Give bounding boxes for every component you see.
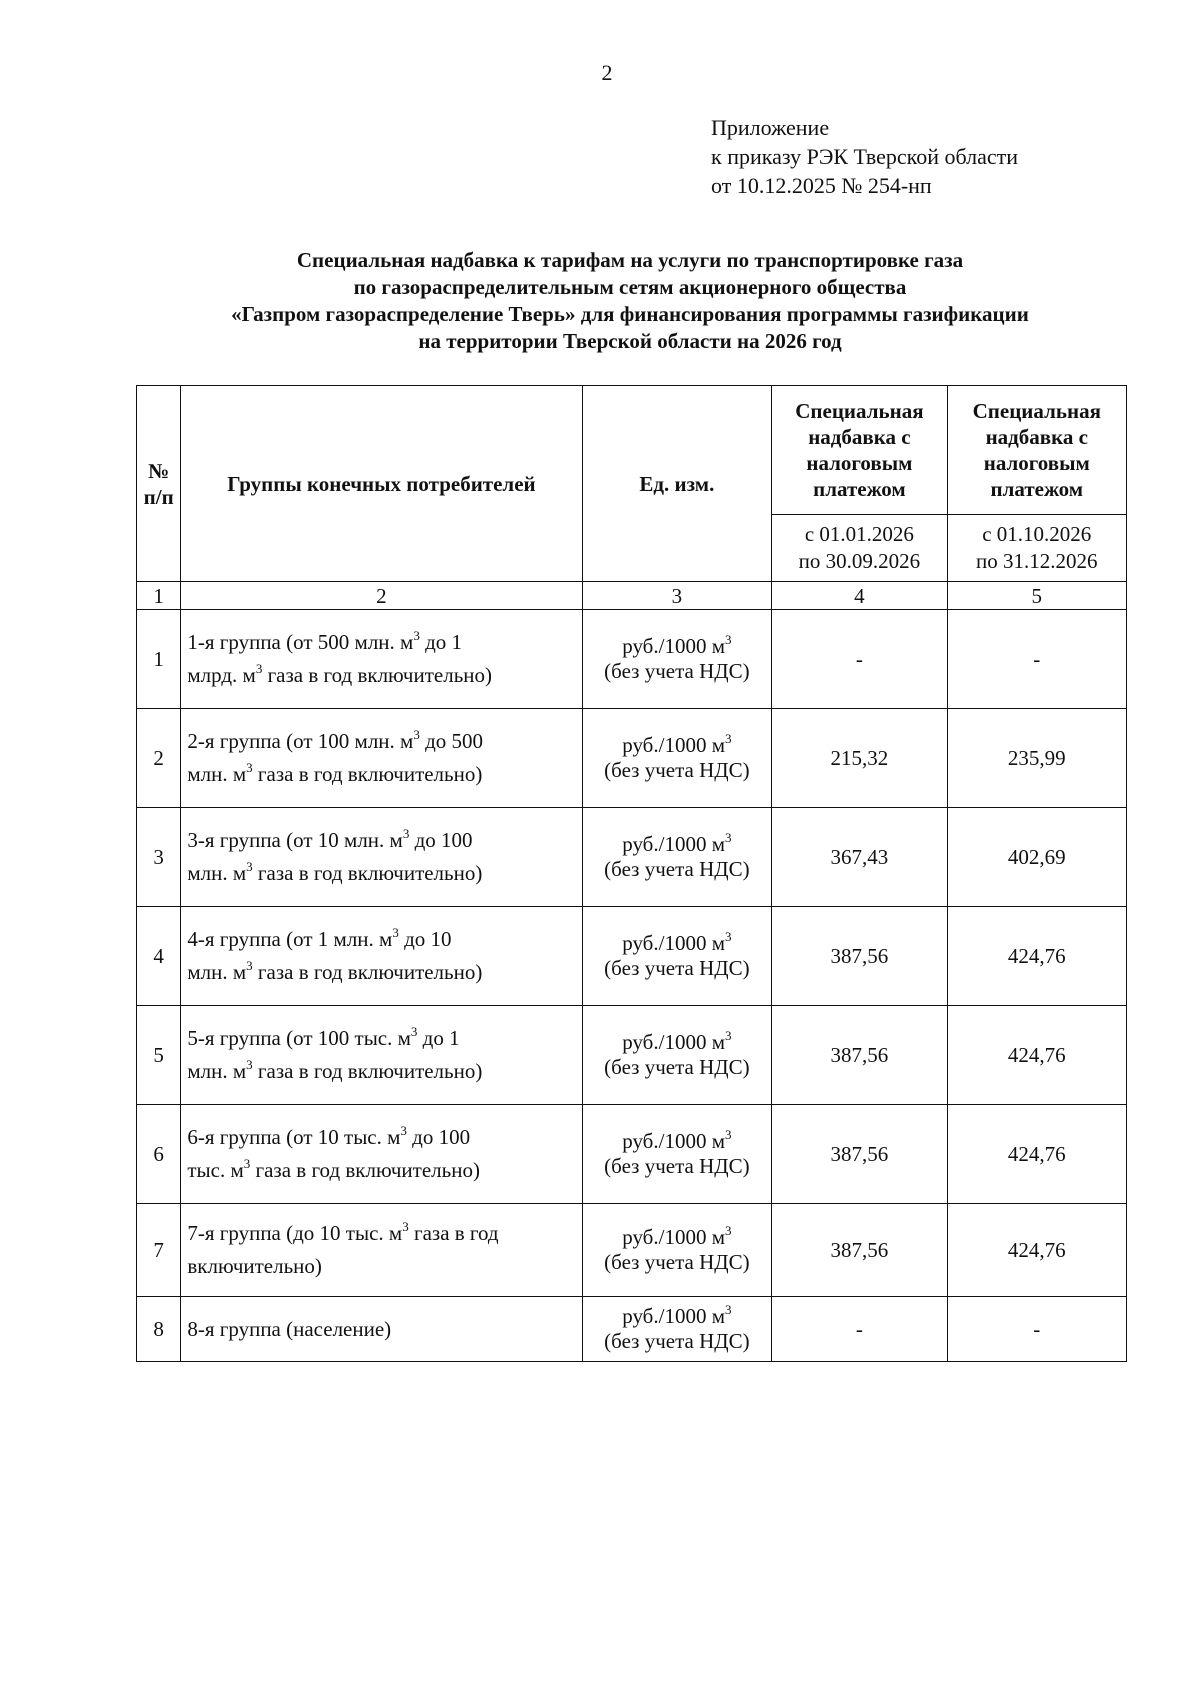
table-row xyxy=(137,1204,1127,1297)
row-unit: руб./1000 $м^3$ (без учета НДС) xyxy=(582,808,772,907)
row-unit: руб./1000 $м^3$ (без учета НДС) xyxy=(582,709,772,808)
title-line-2: по газораспределительным сетям акционерного общества xyxy=(353,275,907,299)
page-number: 2 xyxy=(601,60,613,85)
row-value-col4: 387,56 xyxy=(772,1204,947,1297)
row-num: 3 xyxy=(137,808,181,907)
title-line-3: «Газпром газораспределение Тверь» для финансирования программы газификации xyxy=(231,302,1029,326)
appendix-line-3: от 10.12.2025 № 254-нп xyxy=(711,173,932,198)
row-unit: руб./1000 $м^3$ (без учета НДС) xyxy=(582,1105,772,1204)
tariff-table xyxy=(136,385,1127,1362)
row-group: 4-я группа (от 1 млн. $м^3$ до 10 млн. $м^3$ газа в год включительно) xyxy=(181,907,582,1006)
row-value-col5: 424,76 xyxy=(947,1006,1126,1105)
header-group: Группы конечных потребителей xyxy=(181,386,582,582)
row-group: 8-я группа (население) xyxy=(181,1297,582,1362)
row-group: 3-я группа (от 10 млн. $м^3$ до 100 млн. $м^3$ газа в год включительно) xyxy=(181,808,582,907)
table-row xyxy=(137,808,1127,907)
row-num: 7 xyxy=(137,1204,181,1297)
row-value-col4: - xyxy=(772,610,947,709)
column-number: 4 xyxy=(772,582,947,610)
row-value-col5: 424,76 xyxy=(947,907,1126,1006)
row-value-col4: 387,56 xyxy=(772,1006,947,1105)
row-value-col5: 424,76 xyxy=(947,1105,1126,1204)
table-row xyxy=(137,1297,1127,1362)
document-title xyxy=(130,247,1130,355)
column-number: 5 xyxy=(947,582,1126,610)
row-num: 5 xyxy=(137,1006,181,1105)
row-num: 4 xyxy=(137,907,181,1006)
row-value-col5: 402,69 xyxy=(947,808,1126,907)
row-unit: руб./1000 $м^3$ (без учета НДС) xyxy=(582,610,772,709)
row-group: 2-я группа (от 100 млн. $м^3$ до 500 млн. $м^3$ газа в год включительно) xyxy=(181,709,582,808)
row-value-col4: - xyxy=(772,1297,947,1362)
table-row xyxy=(137,1105,1127,1204)
title-line-1: Специальная надбавка к тарифам на услуги по транспортировке газа xyxy=(296,248,964,272)
row-num: 1 xyxy=(137,610,181,709)
header-row xyxy=(137,386,1127,515)
appendix-line-2: к приказу РЭК Тверской области xyxy=(711,144,1019,169)
table-row xyxy=(137,610,1127,709)
row-value-col4: 387,56 xyxy=(772,907,947,1006)
column-number: 3 xyxy=(582,582,772,610)
column-number: 1 xyxy=(137,582,181,610)
header-col4: Специальная надбавка с налоговым платежом xyxy=(772,386,947,515)
row-unit: руб./1000 $м^3$ (без учета НДС) xyxy=(582,1297,772,1362)
row-group: 6-я группа (от 10 тыс. $м^3$ до 100 тыс. $м^3$ газа в год включительно) xyxy=(181,1105,582,1204)
header-num: № п/п xyxy=(137,386,181,582)
column-number-row xyxy=(137,582,1127,610)
row-num: 2 xyxy=(137,709,181,808)
row-group: 7-я группа (до 10 тыс. $м^3$ газа в год включительно) xyxy=(181,1204,582,1297)
table-row xyxy=(137,907,1127,1006)
period-col5: с 01.10.2026 по 31.12.2026 xyxy=(947,515,1126,582)
appendix-line-1: Приложение xyxy=(711,115,830,140)
table-row xyxy=(137,709,1127,808)
row-value-col4: 367,43 xyxy=(772,808,947,907)
period-col4: с 01.01.2026 по 30.09.2026 xyxy=(772,515,947,582)
row-value-col5: 235,99 xyxy=(947,709,1126,808)
column-number: 2 xyxy=(181,582,582,610)
row-value-col4: 215,32 xyxy=(772,709,947,808)
row-value-col5: - xyxy=(947,610,1126,709)
row-unit: руб./1000 $м^3$ (без учета НДС) xyxy=(582,1006,772,1105)
row-value-col5: - xyxy=(947,1297,1126,1362)
header-unit: Ед. изм. xyxy=(582,386,772,582)
table-row xyxy=(137,1006,1127,1105)
row-num: 6 xyxy=(137,1105,181,1204)
row-unit: руб./1000 $м^3$ (без учета НДС) xyxy=(582,907,772,1006)
row-num: 8 xyxy=(137,1297,181,1362)
appendix-block xyxy=(711,113,1018,200)
header-col5: Специальная надбавка с налоговым платежом xyxy=(947,386,1126,515)
row-group: 5-я группа (от 100 тыс. $м^3$ до 1 млн. $м^3$ газа в год включительно) xyxy=(181,1006,582,1105)
row-unit: руб./1000 $м^3$ (без учета НДС) xyxy=(582,1204,772,1297)
row-group: 1-я группа (от 500 млн. $м^3$ до 1 млрд. $м^3$ газа в год включительно) xyxy=(181,610,582,709)
title-line-4: на территории Тверской области на 2026 год xyxy=(418,329,842,353)
row-value-col4: 387,56 xyxy=(772,1105,947,1204)
row-value-col5: 424,76 xyxy=(947,1204,1126,1297)
